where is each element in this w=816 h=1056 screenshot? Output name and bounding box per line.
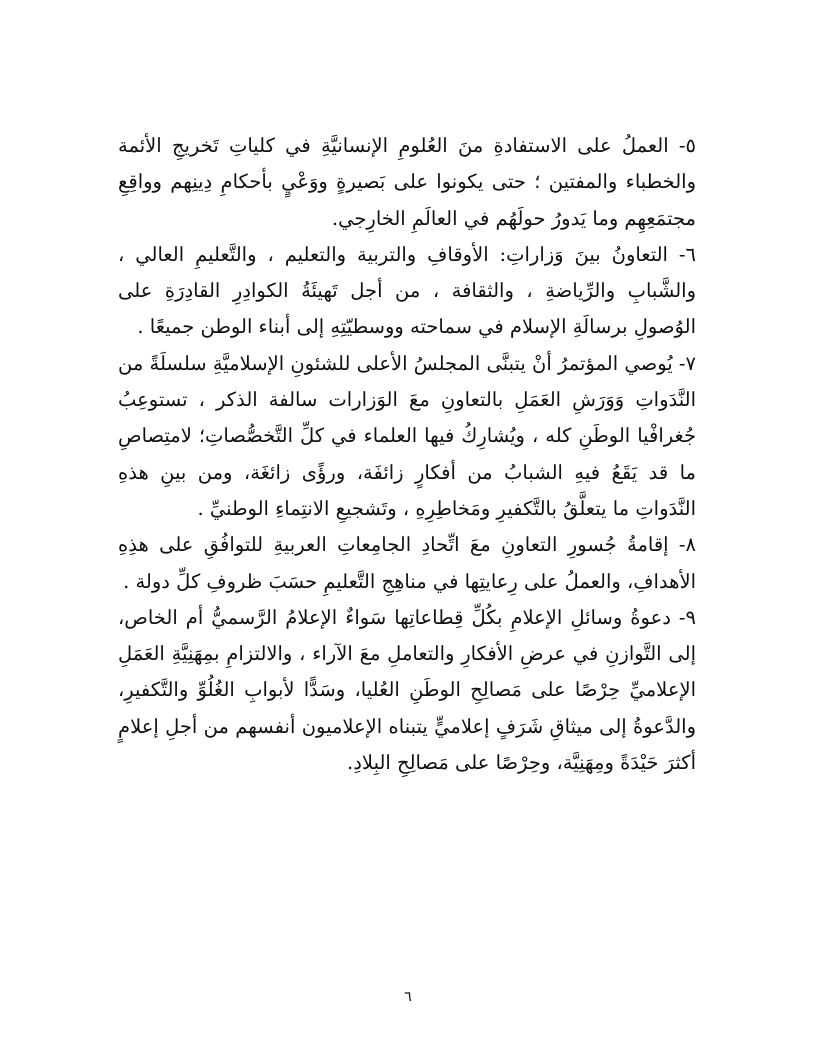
recommendations-text — [118, 128, 696, 781]
recommendation-7-paragraph: ٧- يُوصي المؤتمرُ أنْ يتبنَّى المجلسُ الأعلى للشئونِ الإسلاميَّةِ سلسلَةً من النَّدَواتِ وَوَرَشِ العَمَلِ بالتعاونِ معَ الوَزارات سالفة الذكر ، تستوعِبُ جُغرافْيا الوطَنِ كله ، ويُشارِكُ فيها العلماء في كلِّ التَّخصُّصاتِ؛ لامتِصاصِ ما قد يَقَعُ فيهِ الشبابُ من أفكارٍ زائفَة، ورؤًى زائغَة، ومن بينِ هذهِ النَّدَواتِ ما يتعلَّقُ بالتَّكفيرِ ومَخاطِرِهِ ، وتَشجيعِ الانتِماءِ الوطنيِّ . — [118, 351, 696, 520]
recommendation-8-paragraph: ٨- إقامةُ جُسورِ التعاونِ معَ اتِّحادِ الجامِعاتِ العربيةِ للتوافُقِ على هذِهِ الأهدافِ، والعملُ على رِعايتِها في مناهِجِ التَّعليمِ حسَبَ ظروفِ كلِّ دولة . — [118, 533, 696, 593]
recommendation-9-paragraph: ٩- دعوةُ وسائلِ الإعلامِ بكُلِّ قِطاعاتِها سَواءٌ الإعلامُ الرَّسميُّ أم الخاص، إلى التَّوازنِ في عرضِ الأفكارِ والتعاملِ معَ الآراء ، والالتزامِ بمِهَنِيَّةِ العَمَلِ الإعلاميِّ حِرْصًا على مَصالِحِ الوطَنِ العُليا، وسَدًّا لأبوابِ الغُلُوِّ والتَّكفيرِ، والدَّعوةُ إلى ميثاقِ شَرَفٍ إعلاميٍّ يتبناه الإعلاميون أنفسهم من أجلِ إعلامٍ أكثرَ حَيْدَةً ومِهَنِيَّة، وحِرْصًا على مَصالِحِ البِلادِ. — [118, 605, 696, 775]
page-number: ٦ — [404, 989, 412, 1005]
recommendation-5-paragraph: ٥- العملُ على الاستفادةِ منَ العُلومِ الإنسانيَّةِ في كلياتِ تَخريجِ الأئمة والخطباء والمفتين ؛ حتى يكونوا على بَصيرةٍ ووَعْيٍ بأحكامِ دِينِهم وواقِعِ مجتمَعِهِم وما يَدورُ حولَهُم في العالَمِ الخارِجي. — [118, 134, 696, 230]
recommendation-6-paragraph: ٦- التعاونُ بينَ وَزاراتِ: الأوقافِ والتربية والتعليم ، والتَّعليمِ العالي ، والشَّبابِ والرِّياضةِ ، والثقافة ، من أجل تَهيئَةُ الكوادِرِ القادِرَةِ على الوُصولِ برسالَةِ الإسلام في سماحته ووسطيّتِهِ إلى أبناء الوطن جميعًا . — [118, 242, 696, 339]
